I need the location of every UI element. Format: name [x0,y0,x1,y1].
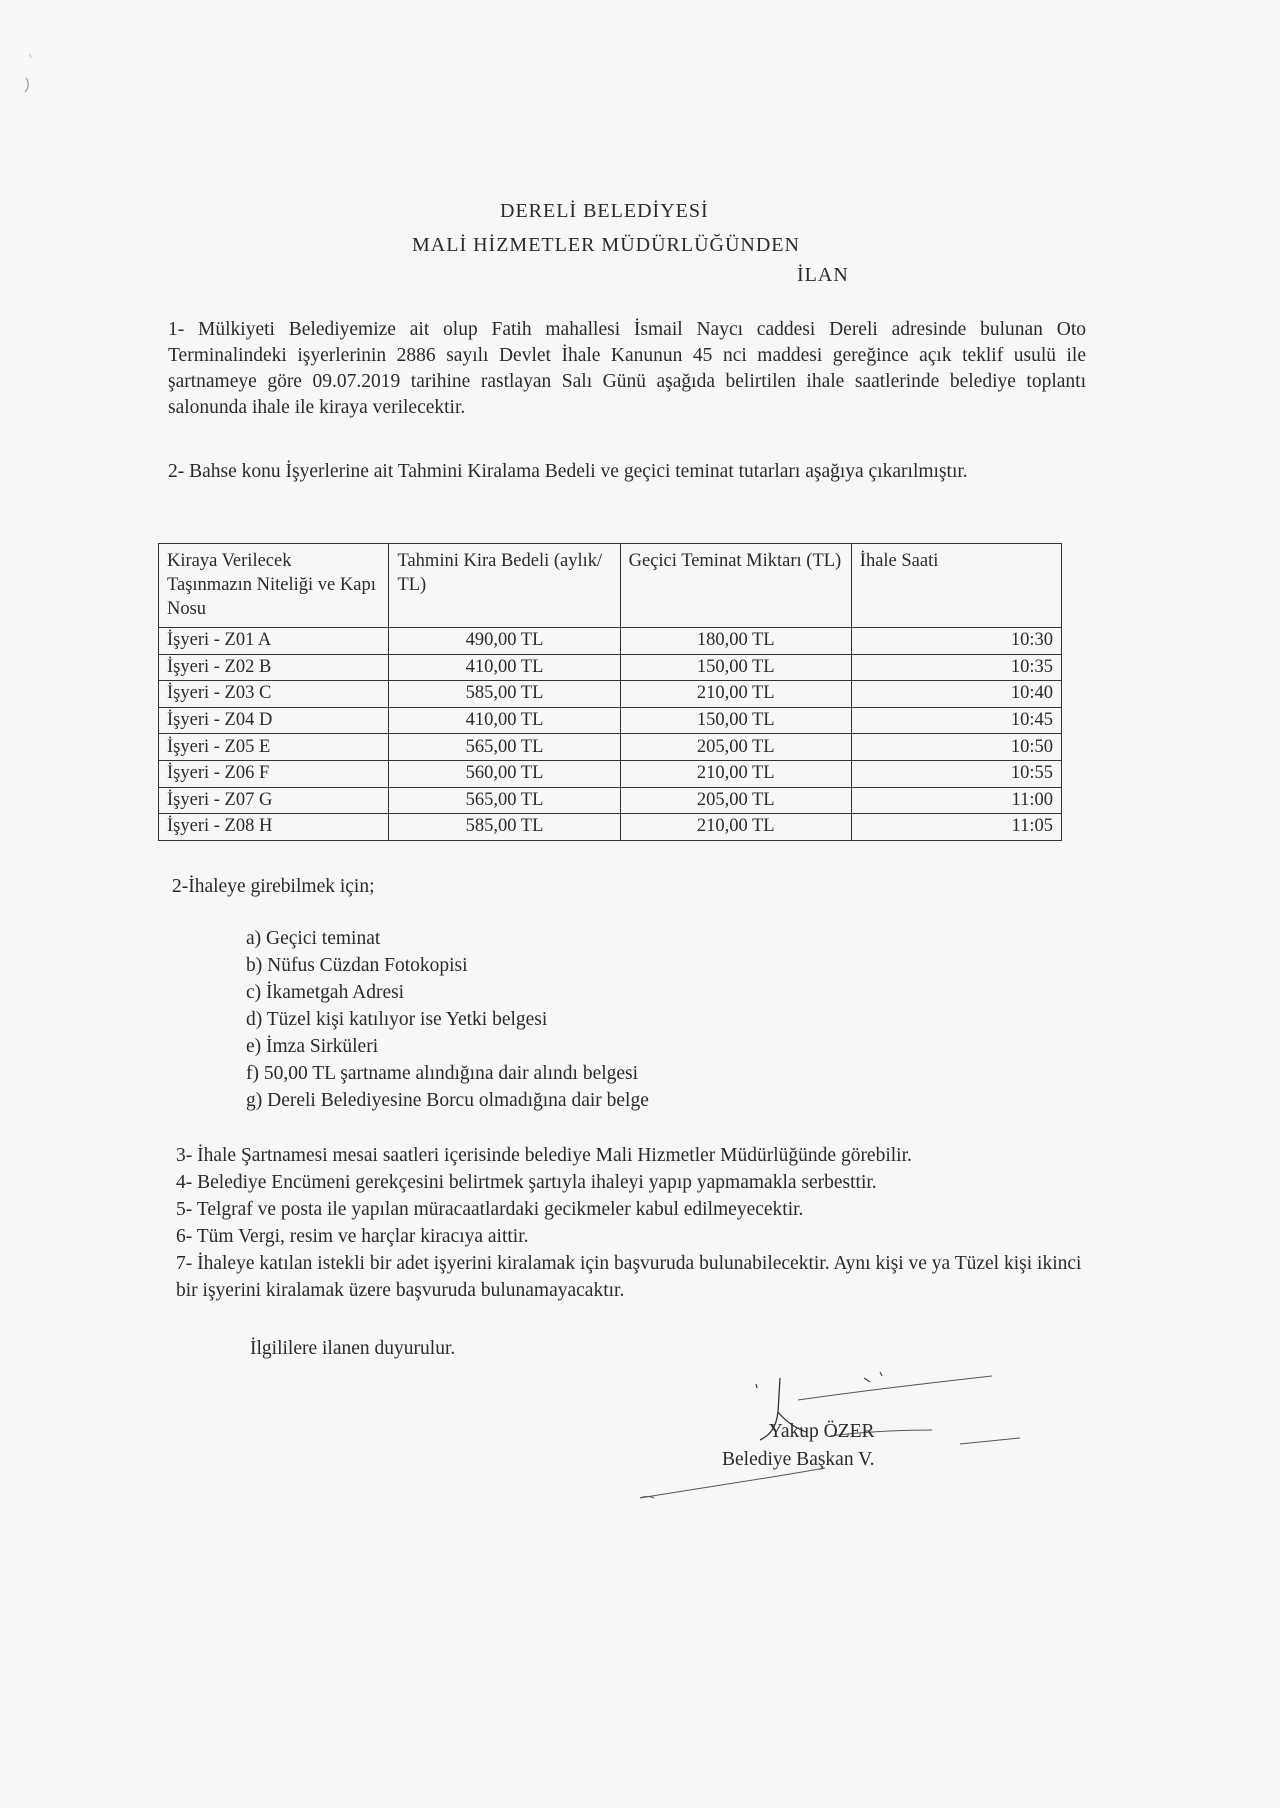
rent-cell: 585,00 TL [389,814,620,841]
property-cell: İşyeri - Z05 E [159,734,389,761]
time-cell: 11:00 [851,787,1061,814]
deposit-cell: 205,00 TL [620,787,851,814]
property-cell: İşyeri - Z02 B [159,654,389,681]
table-row [159,628,1062,655]
list-item: b) Nüfus Cüzdan Fotokopisi [246,955,468,976]
deposit-cell: 210,00 TL [620,760,851,787]
scan-mark-icon [20,50,40,100]
announcement-title: İLAN [797,264,849,286]
rent-cell: 410,00 TL [389,707,620,734]
rent-cell: 585,00 TL [389,681,620,708]
table-header-row [159,544,1062,628]
table-row [159,681,1062,708]
table-row [159,787,1062,814]
column-header-deposit: Geçici Teminat Miktarı (TL) [620,544,851,628]
time-cell: 10:40 [851,681,1061,708]
property-cell: İşyeri - Z06 F [159,760,389,787]
property-cell: İşyeri - Z01 A [159,628,389,655]
institution-name: DERELİ BELEDİYESİ [500,200,709,222]
deposit-cell: 210,00 TL [620,814,851,841]
time-cell: 10:30 [851,628,1061,655]
rules-list [176,1142,1096,1304]
paragraph-1: 1- Mülkiyeti Belediyemize ait olup Fatih mahallesi İsmail Naycı caddesi Dereli adresinde bulunan Oto Terminalindeki işyerlerinin 2886 sayılı Devlet İhale Kanunun 45 nci maddesi gereğince açık teklif usulü ile şartnameye göre 09.07.2019 tarihine rastlayan Salı Günü aşağıda belirtilen ihale saatlerinde belediye toplantı salonunda ihale ile kiraya verilecektir. [168,319,1086,418]
list-item: 6- Tüm Vergi, resim ve harçlar kiracıya aittir. [176,1226,529,1247]
column-header-property: Kiraya Verilecek Taşınmazın Niteliği ve Kapı Nosu [159,544,389,628]
table-row [159,814,1062,841]
rent-cell: 565,00 TL [389,734,620,761]
rent-cell: 490,00 TL [389,628,620,655]
deposit-cell: 150,00 TL [620,707,851,734]
property-cell: İşyeri - Z07 G [159,787,389,814]
rental-table [158,543,1062,841]
paragraph-2: 2- Bahse konu İşyerlerine ait Tahmini Kiralama Bedeli ve geçici teminat tutarları aşağıya çıkarılmıştır. [168,461,968,482]
table-row [159,654,1062,681]
table-row [159,760,1062,787]
requirements-list [246,925,649,1114]
list-item: c) İkametgah Adresi [246,982,405,1003]
list-item: 4- Belediye Encümeni gerekçesini belirtmek şartıyla ihaleyi yapıp yapmamakla serbesttir. [176,1172,877,1193]
deposit-cell: 150,00 TL [620,654,851,681]
property-cell: İşyeri - Z03 C [159,681,389,708]
time-cell: 10:55 [851,760,1061,787]
signature-block [722,1418,875,1474]
deposit-cell: 210,00 TL [620,681,851,708]
column-header-time: İhale Saati [851,544,1061,628]
rent-cell: 565,00 TL [389,787,620,814]
rent-cell: 410,00 TL [389,654,620,681]
column-header-rent: Tahmini Kira Bedeli (aylık/ TL) [389,544,620,628]
list-item: d) Tüzel kişi katılıyor ise Yetki belgesi [246,1009,548,1030]
signer-name: Yakup ÖZER [768,1421,875,1442]
deposit-cell: 205,00 TL [620,734,851,761]
table-row [159,707,1062,734]
list-item: 3- İhale Şartnamesi mesai saatleri içerisinde belediye Mali Hizmetler Müdürlüğünde görebilir. [176,1145,912,1166]
list-item: f) 50,00 TL şartname alındığına dair alındı belgesi [246,1063,639,1084]
list-item: e) İmza Sirküleri [246,1036,379,1057]
time-cell: 10:50 [851,734,1061,761]
property-cell: İşyeri - Z08 H [159,814,389,841]
list-item: 7- İhaleye katılan istekli bir adet işyerini kiralamak için başvuruda bulunabilecektir. Aynı kişi ve ya Tüzel kişi ikinci bir işyerini kiralamak üzere başvuruda bulunamayacaktır. [176,1253,1082,1301]
department-name: MALİ HİZMETLER MÜDÜRLÜĞÜNDEN [412,234,800,256]
requirements-title: 2-İhaleye girebilmek için; [172,876,375,897]
table-row [159,734,1062,761]
list-item: 5- Telgraf ve posta ile yapılan müracaatlardaki gecikmeler kabul edilmeyecektir. [176,1199,804,1220]
time-cell: 10:45 [851,707,1061,734]
closing-line: İlgililere ilanen duyurulur. [250,1338,456,1359]
list-item: g) Dereli Belediyesine Borcu olmadığına dair belge [246,1090,649,1111]
time-cell: 11:05 [851,814,1061,841]
signer-title: Belediye Başkan V. [722,1449,875,1470]
list-item: a) Geçici teminat [246,928,381,949]
deposit-cell: 180,00 TL [620,628,851,655]
property-cell: İşyeri - Z04 D [159,707,389,734]
time-cell: 10:35 [851,654,1061,681]
rent-cell: 560,00 TL [389,760,620,787]
